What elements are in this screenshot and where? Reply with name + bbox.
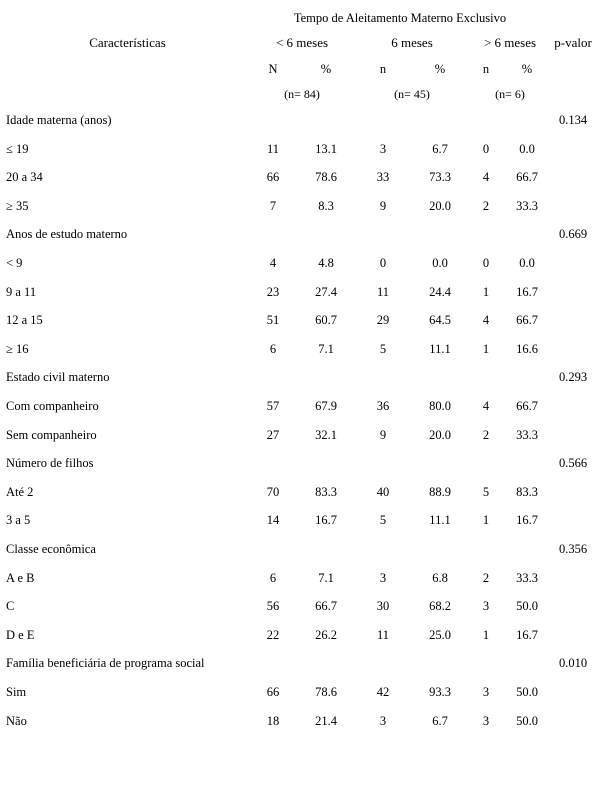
subheader-pct-lt6: %	[320, 61, 332, 76]
row-label: 12 a 15	[6, 313, 43, 328]
cell-pct-lt6: 83.3	[315, 484, 337, 499]
row-label: Com companheiro	[6, 398, 99, 413]
header-group-6: 6 meses	[391, 35, 433, 50]
cell-n-lt6: 14	[266, 513, 280, 528]
cell-n-lt6: 66	[266, 684, 280, 699]
row-group-label: Estado civil materno	[6, 370, 110, 385]
table-row	[6, 363, 595, 392]
total-lt6: (n= 84)	[284, 87, 320, 101]
cell-pct-6: 6.8	[432, 570, 448, 585]
cell-pvalue	[551, 592, 595, 621]
table-row	[6, 220, 595, 249]
cell-pct-6: 68.2	[429, 599, 451, 614]
cell-pct-gt6: 66.7	[516, 170, 538, 185]
cell-pvalue: 0.669	[558, 227, 588, 242]
header-pvalue: p-valor	[554, 35, 592, 50]
row-label: Sem companheiro	[6, 427, 97, 442]
cell-n-6: 5	[379, 513, 387, 528]
cell-n-lt6: 51	[266, 313, 280, 328]
table-row	[6, 592, 595, 621]
cell-pct-6: 88.9	[429, 484, 451, 499]
cell-pvalue	[551, 706, 595, 735]
cell-pct-gt6	[503, 449, 551, 478]
cell-n-gt6: 2	[482, 570, 490, 585]
cell-n-6: 3	[379, 570, 387, 585]
statistics-table	[6, 8, 595, 735]
cell-pvalue	[551, 249, 595, 278]
table-row	[6, 421, 595, 450]
cell-n-gt6: 4	[482, 313, 490, 328]
total-6: (n= 45)	[394, 87, 430, 101]
table-body	[6, 8, 595, 735]
cell-n-lt6: 66	[266, 170, 280, 185]
subheader-blank	[6, 56, 249, 82]
cell-pct-6: 80.0	[429, 398, 451, 413]
cell-pct-lt6: 60.7	[315, 313, 337, 328]
cell-n-6: 11	[376, 284, 390, 299]
total-gt6: (n= 6)	[495, 87, 525, 101]
cell-pct-6: 25.0	[429, 627, 451, 642]
cell-pct-lt6: 8.3	[318, 198, 334, 213]
cell-n-6: 40	[376, 484, 390, 499]
cell-n-6: 42	[376, 684, 390, 699]
cell-n-gt6: 3	[482, 599, 490, 614]
cell-n-gt6: 1	[482, 284, 490, 299]
table-row	[6, 335, 595, 364]
row-label: Sim	[6, 684, 27, 699]
row-group-label: Idade materna (anos)	[6, 113, 112, 128]
header-group-gt6: > 6 meses	[483, 35, 537, 50]
cell-pct-gt6: 0.0	[519, 256, 535, 271]
cell-pct-6: 6.7	[432, 713, 448, 728]
cell-pvalue: 0.010	[558, 656, 588, 671]
cell-n-6	[355, 649, 411, 678]
cell-n-lt6: 7	[269, 198, 277, 213]
table-row	[6, 135, 595, 164]
cell-pvalue	[551, 392, 595, 421]
cell-pvalue	[551, 621, 595, 650]
cell-pct-6: 20.0	[429, 427, 451, 442]
cell-pct-lt6	[297, 220, 355, 249]
cell-pct-gt6: 0.0	[519, 141, 535, 156]
cell-n-lt6: 4	[269, 256, 277, 271]
cell-pct-gt6	[503, 220, 551, 249]
cell-pvalue: 0.293	[558, 370, 588, 385]
table-row	[6, 163, 595, 192]
cell-pvalue	[551, 478, 595, 507]
cell-n-gt6: 1	[482, 513, 490, 528]
cell-n-lt6: 27	[266, 427, 280, 442]
cell-n-gt6: 4	[482, 398, 490, 413]
cell-n-6	[355, 535, 411, 564]
cell-pct-6: 24.4	[429, 284, 451, 299]
cell-pct-gt6: 33.3	[516, 198, 538, 213]
cell-pct-lt6	[297, 363, 355, 392]
row-label: ≤ 19	[6, 141, 29, 156]
cell-pvalue	[551, 678, 595, 707]
subheader-n-6: n	[379, 61, 387, 76]
cell-n-lt6: 22	[266, 627, 280, 642]
table-row	[6, 678, 595, 707]
cell-n-6: 33	[376, 170, 390, 185]
cell-pct-6	[411, 363, 469, 392]
table-row	[6, 564, 595, 593]
row-label: 20 a 34	[6, 170, 43, 185]
cell-pct-lt6: 78.6	[315, 684, 337, 699]
cell-n-6: 36	[376, 398, 390, 413]
cell-n-lt6: 57	[266, 398, 280, 413]
cell-pct-gt6: 66.7	[516, 313, 538, 328]
cell-pct-lt6	[297, 649, 355, 678]
cell-pct-6	[411, 649, 469, 678]
cell-n-6: 0	[379, 256, 387, 271]
cell-n-6	[355, 363, 411, 392]
table-title-spacer	[6, 8, 249, 29]
cell-n-6: 30	[376, 599, 390, 614]
cell-pct-gt6	[503, 535, 551, 564]
cell-pct-6: 20.0	[429, 198, 451, 213]
cell-pct-gt6: 50.0	[516, 599, 538, 614]
cell-n-lt6	[249, 363, 297, 392]
row-label: ≥ 35	[6, 198, 29, 213]
cell-n-gt6: 2	[482, 427, 490, 442]
table-title: Tempo de Aleitamento Materno Exclusivo	[293, 11, 507, 26]
cell-pct-lt6: 7.1	[318, 341, 334, 356]
cell-pct-gt6: 50.0	[516, 713, 538, 728]
cell-pct-6	[411, 220, 469, 249]
cell-n-lt6: 6	[269, 341, 277, 356]
cell-n-6	[355, 220, 411, 249]
row-label: Não	[6, 713, 27, 728]
cell-pct-lt6: 7.1	[318, 570, 334, 585]
cell-n-6: 9	[379, 198, 387, 213]
cell-n-6: 11	[376, 627, 390, 642]
cell-n-6: 29	[376, 313, 390, 328]
subheader-pct-6: %	[434, 61, 446, 76]
cell-pvalue	[551, 306, 595, 335]
row-label: 3 a 5	[6, 513, 31, 528]
subheader-n-lt6: N	[268, 61, 278, 76]
cell-pct-gt6	[503, 649, 551, 678]
cell-pct-gt6	[503, 106, 551, 135]
cell-pct-6: 11.1	[429, 513, 451, 528]
cell-n-lt6	[249, 106, 297, 135]
cell-pct-6	[411, 106, 469, 135]
cell-pct-lt6: 26.2	[315, 627, 337, 642]
cell-pct-lt6: 32.1	[315, 427, 337, 442]
cell-pct-lt6: 78.6	[315, 170, 337, 185]
cell-n-6: 3	[379, 713, 387, 728]
cell-n-gt6: 3	[482, 713, 490, 728]
cell-pct-6: 11.1	[429, 341, 451, 356]
cell-n-gt6: 4	[482, 170, 490, 185]
cell-pvalue	[551, 163, 595, 192]
cell-pct-gt6: 50.0	[516, 684, 538, 699]
cell-n-lt6: 23	[266, 284, 280, 299]
subheader-pvalue-blank	[551, 56, 595, 82]
row-label: Até 2	[6, 484, 34, 499]
header-group-lt6: < 6 meses	[275, 35, 329, 50]
cell-pct-6: 73.3	[429, 170, 451, 185]
cell-pct-6	[411, 535, 469, 564]
cell-n-gt6: 0	[482, 256, 490, 271]
cell-pct-gt6: 16.7	[516, 284, 538, 299]
table-row	[6, 249, 595, 278]
cell-n-6: 5	[379, 341, 387, 356]
cell-n-gt6: 3	[482, 684, 490, 699]
table-row	[6, 306, 595, 335]
cell-n-lt6: 56	[266, 599, 280, 614]
cell-n-6: 9	[379, 427, 387, 442]
cell-n-lt6: 11	[266, 141, 280, 156]
subheader-pct-gt6: %	[521, 61, 533, 76]
cell-n-gt6	[469, 449, 503, 478]
cell-pct-6: 64.5	[429, 313, 451, 328]
cell-pvalue	[551, 335, 595, 364]
table-title-row	[6, 8, 595, 29]
table-row	[6, 478, 595, 507]
row-label: ≥ 16	[6, 341, 29, 356]
cell-n-gt6: 1	[482, 627, 490, 642]
table-row	[6, 621, 595, 650]
table-header-groups	[6, 29, 595, 56]
table-header-totals	[6, 82, 595, 106]
row-group-label: Número de filhos	[6, 456, 94, 471]
cell-n-gt6	[469, 363, 503, 392]
cell-n-lt6	[249, 649, 297, 678]
cell-pct-6	[411, 449, 469, 478]
cell-pvalue: 0.134	[558, 113, 588, 128]
row-label: < 9	[6, 256, 23, 271]
cell-n-gt6: 2	[482, 198, 490, 213]
cell-pvalue	[551, 564, 595, 593]
cell-n-6: 3	[379, 141, 387, 156]
row-group-label: Família beneficiária de programa social	[6, 656, 205, 671]
cell-pvalue: 0.356	[558, 541, 588, 556]
cell-pct-gt6: 66.7	[516, 398, 538, 413]
cell-n-lt6	[249, 220, 297, 249]
cell-pct-gt6: 33.3	[516, 570, 538, 585]
cell-pct-gt6: 16.7	[516, 627, 538, 642]
cell-pct-gt6: 16.6	[516, 341, 538, 356]
cell-pvalue	[551, 192, 595, 221]
cell-pct-lt6: 27.4	[315, 284, 337, 299]
cell-pct-lt6: 66.7	[315, 599, 337, 614]
row-label: C	[6, 599, 15, 614]
cell-pct-6: 93.3	[429, 684, 451, 699]
cell-n-lt6	[249, 449, 297, 478]
row-label: A e B	[6, 570, 35, 585]
cell-pct-lt6: 13.1	[315, 141, 337, 156]
cell-n-6	[355, 106, 411, 135]
cell-n-gt6	[469, 106, 503, 135]
table-row	[6, 449, 595, 478]
cell-pvalue	[551, 278, 595, 307]
table-row	[6, 535, 595, 564]
subheader-n-gt6: n	[482, 61, 490, 76]
table-row	[6, 192, 595, 221]
cell-pct-lt6	[297, 449, 355, 478]
row-group-label: Anos de estudo materno	[6, 227, 128, 242]
cell-n-gt6: 5	[482, 484, 490, 499]
cell-pct-lt6	[297, 106, 355, 135]
table-row	[6, 506, 595, 535]
cell-n-lt6: 6	[269, 570, 277, 585]
cell-pct-lt6: 16.7	[315, 513, 337, 528]
cell-n-gt6: 1	[482, 341, 490, 356]
row-label: 9 a 11	[6, 284, 37, 299]
cell-pct-6: 6.7	[432, 141, 448, 156]
cell-pct-gt6	[503, 363, 551, 392]
cell-n-gt6	[469, 535, 503, 564]
totals-blank	[6, 82, 249, 106]
cell-pct-gt6: 83.3	[516, 484, 538, 499]
table-row	[6, 706, 595, 735]
cell-pct-gt6: 16.7	[516, 513, 538, 528]
cell-n-6	[355, 449, 411, 478]
total-pvalue-blank	[551, 82, 595, 106]
cell-pct-gt6: 33.3	[516, 427, 538, 442]
table-title-spacer-right	[551, 8, 595, 29]
table-row	[6, 392, 595, 421]
row-label: D e E	[6, 627, 35, 642]
header-characteristics: Características	[89, 35, 166, 50]
table-header-subcols	[6, 56, 595, 82]
cell-pvalue: 0.566	[558, 456, 588, 471]
cell-n-lt6: 18	[266, 713, 280, 728]
cell-pct-lt6	[297, 535, 355, 564]
table-row	[6, 278, 595, 307]
cell-pct-lt6: 67.9	[315, 398, 337, 413]
cell-pct-lt6: 21.4	[315, 713, 337, 728]
table-row	[6, 649, 595, 678]
cell-n-gt6	[469, 220, 503, 249]
cell-n-gt6: 0	[482, 141, 490, 156]
cell-n-lt6: 70	[266, 484, 280, 499]
cell-n-lt6	[249, 535, 297, 564]
cell-pct-lt6: 4.8	[318, 256, 334, 271]
cell-pvalue	[551, 135, 595, 164]
row-group-label: Classe econômica	[6, 541, 96, 556]
table-row	[6, 106, 595, 135]
cell-pvalue	[551, 506, 595, 535]
cell-pct-6: 0.0	[432, 256, 448, 271]
cell-pvalue	[551, 421, 595, 450]
cell-n-gt6	[469, 649, 503, 678]
